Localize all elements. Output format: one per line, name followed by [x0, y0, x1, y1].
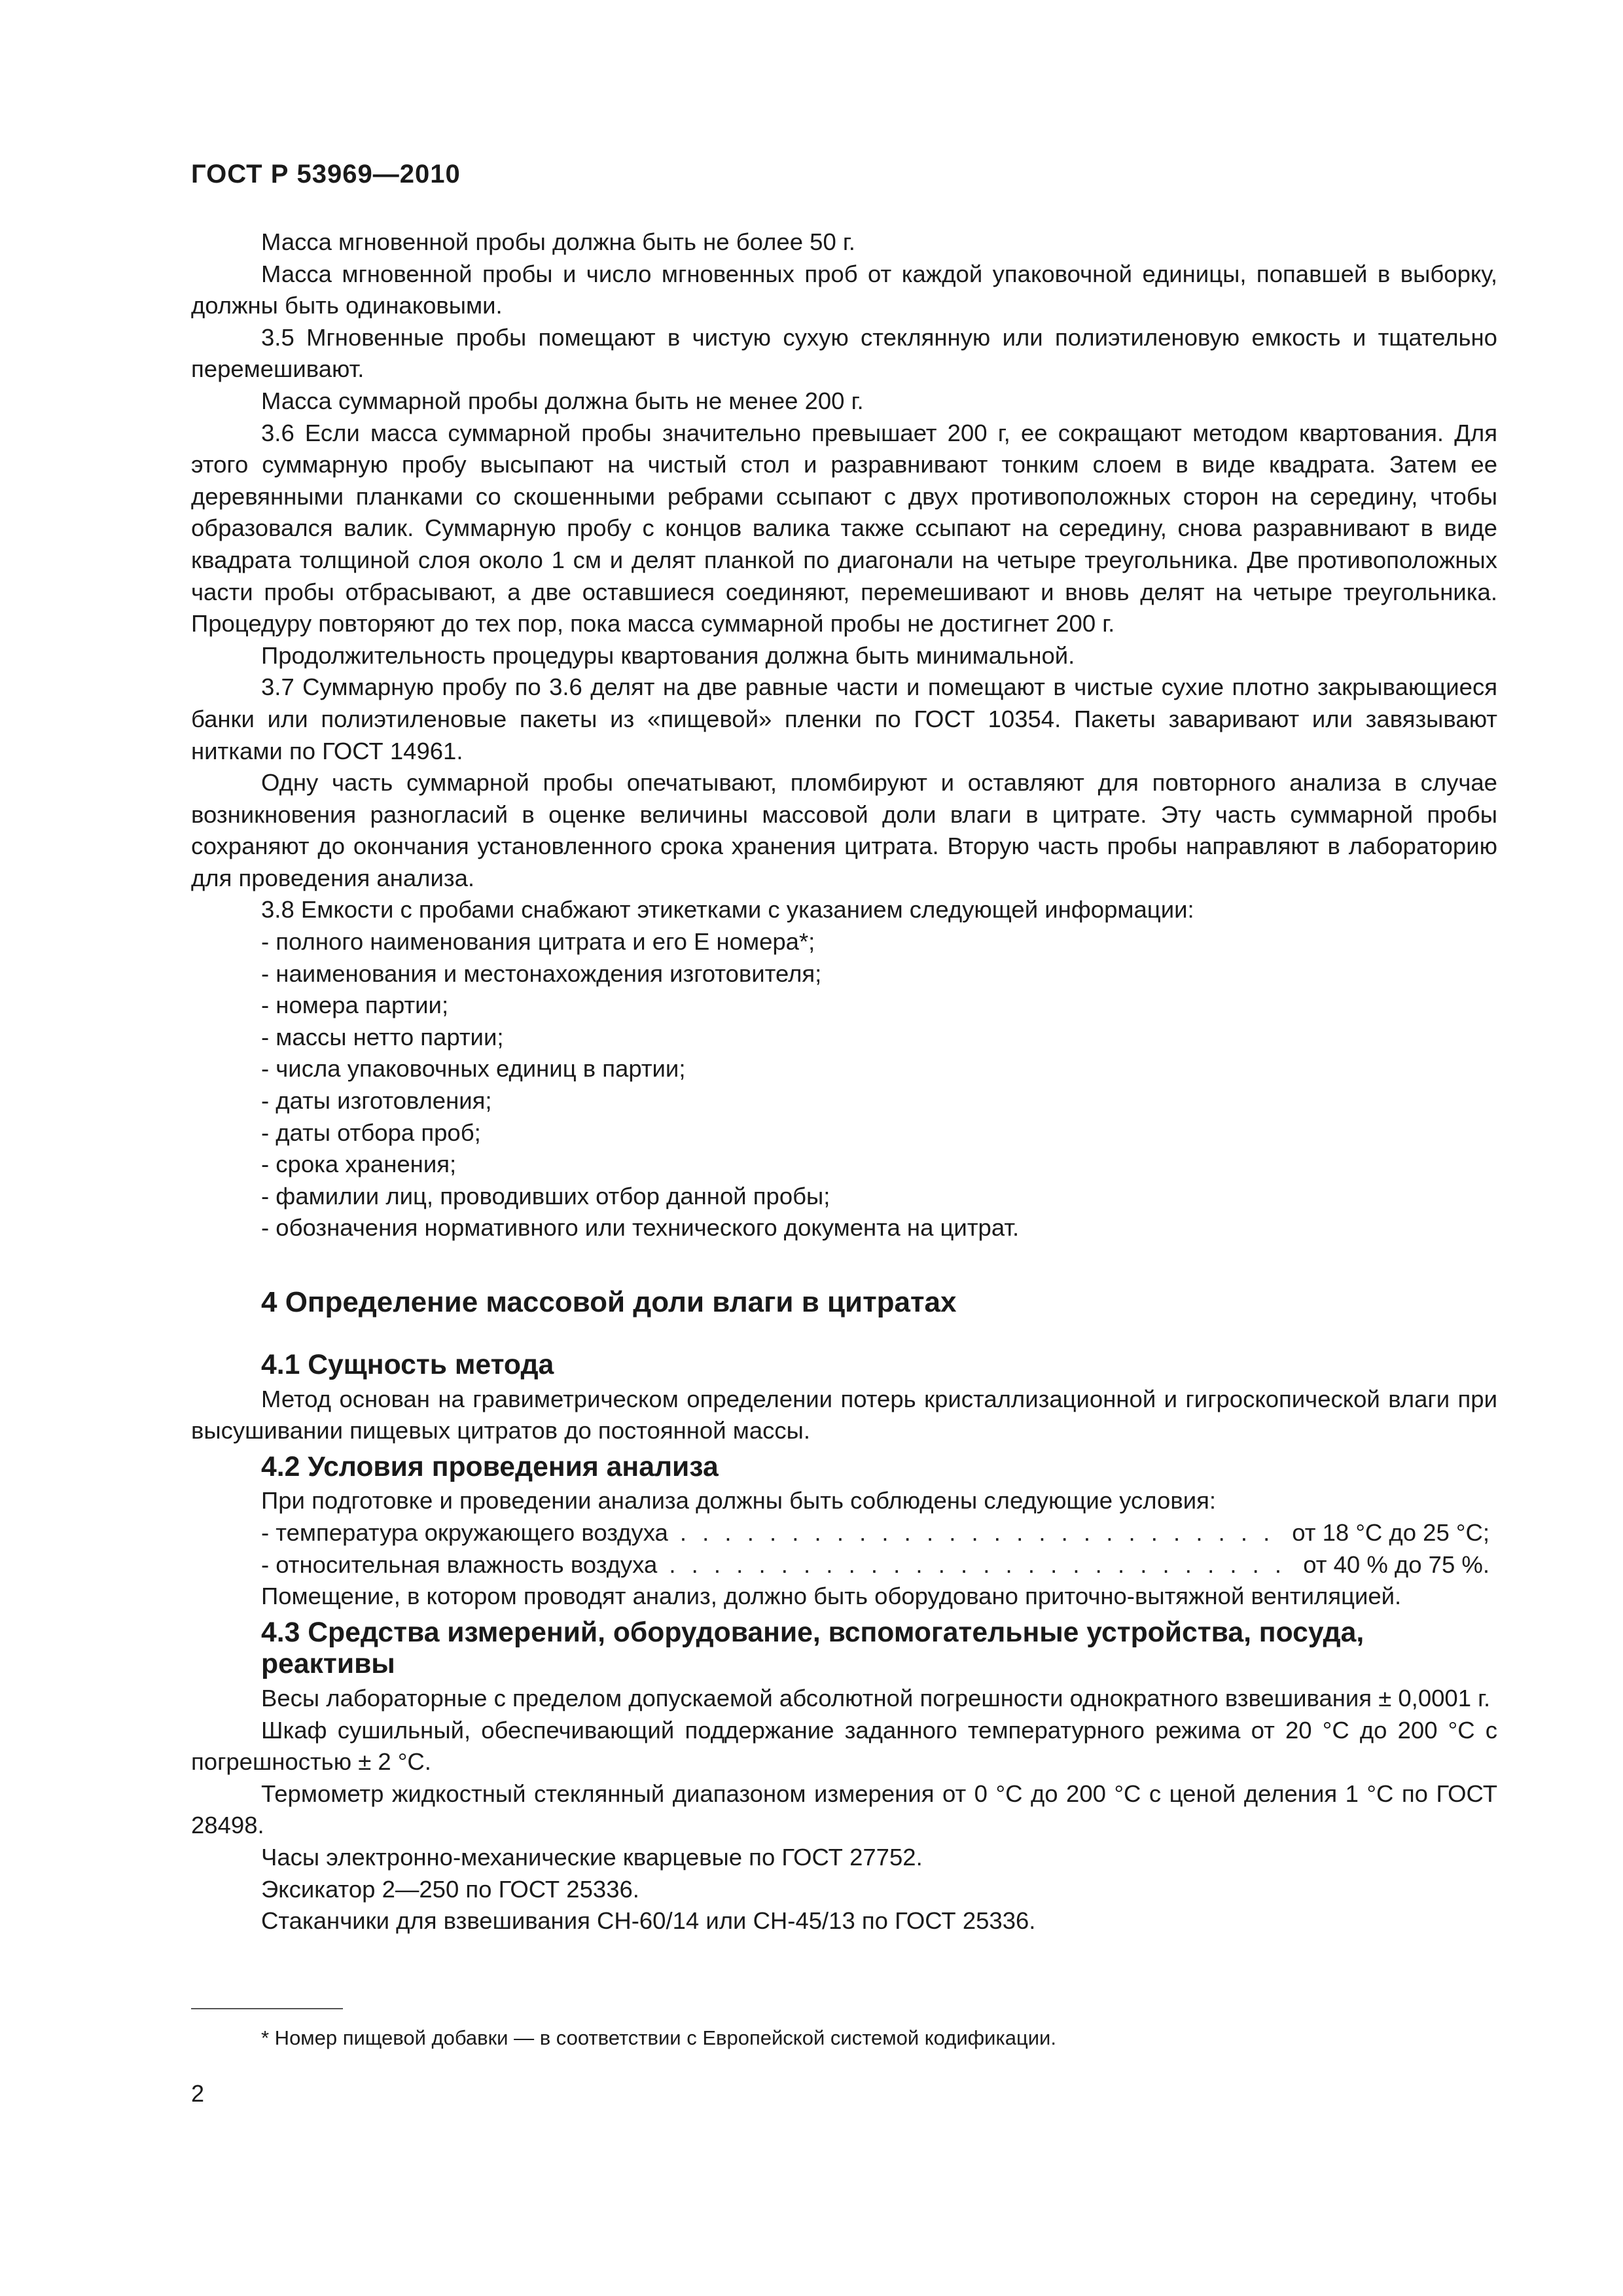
equipment-item: Часы электронно-механические кварцевые по ГОСТ 27752.	[261, 1843, 923, 1871]
list-item: - срока хранения;	[261, 1151, 457, 1178]
condition-value: от 40 % до 75 %.	[1303, 1551, 1489, 1578]
page-body	[191, 226, 1497, 1937]
condition-label: - температура окружающего воздуха	[261, 1518, 668, 1546]
equipment-item: Стаканчики для взвешивания СН-60/14 или СН-45/13 по ГОСТ 25336.	[261, 1907, 1036, 1935]
paragraph: Масса мгновенной пробы должна быть не более 50 г.	[261, 228, 855, 255]
condition-row	[191, 1549, 1497, 1581]
paragraph: Метод основан на гравиметрическом определении потерь кристаллизационной и гигроскопической влаги при высушивании пищевых цитратов до постоянной массы.	[191, 1385, 1497, 1444]
section-4-1-title: 4.1 Сущность метода	[261, 1349, 554, 1380]
list-item: - фамилии лиц, проводивших отбор данной пробы;	[261, 1182, 830, 1210]
footnote-divider	[191, 2008, 343, 2009]
list-item: - номера партии;	[261, 992, 449, 1019]
condition-label: - относительная влажность воздуха	[261, 1551, 658, 1578]
equipment-item: Шкаф сушильный, обеспечивающий поддержание заданного температурного режима от 20 °С до 200 °С с погрешностью ± 2 °С.	[191, 1716, 1497, 1776]
paragraph: Масса суммарной пробы должна быть не менее 200 г.	[261, 387, 864, 414]
equipment-item: Термометр жидкостный стеклянный диапазоном измерения от 0 °С до 200 °С с ценой деления 1 °С по ГОСТ 28498.	[191, 1780, 1497, 1839]
dot-leader	[669, 1549, 1291, 1581]
condition-row	[191, 1517, 1497, 1549]
list-item: - даты отбора проб;	[261, 1119, 481, 1146]
dot-leader	[680, 1517, 1280, 1549]
label-info-list	[191, 926, 1497, 1244]
paragraph: При подготовке и проведении анализа должны быть соблюдены следующие условия:	[261, 1487, 1217, 1515]
paragraph: Одну часть суммарной пробы опечатывают, пломбируют и оставляют для повторного анализа в случае возникновения разногласий в оценке величины массовой доли влаги в цитрате. Эту часть суммарной пробы сохраняют до окончания установленного срока хранения цитрата. Вторую часть пробы направляют в лабораторию для проведения анализа.	[191, 769, 1497, 891]
list-item: - полного наименования цитрата и его Е номера*;	[261, 928, 815, 956]
paragraph: 3.5 Мгновенные пробы помещают в чистую сухую стеклянную или полиэтиленовую емкость и тщательно перемешивают.	[191, 323, 1497, 383]
section-4-3-title: 4.3 Средства измерений, оборудование, вспомогательные устройства, посуда, реактивы	[261, 1616, 1364, 1680]
paragraph: 3.6 Если масса суммарной пробы значительно превышает 200 г, ее сокращают методом квартования. Для этого суммарную пробу высыпают на чистый стол и разравнивают тонким слоем в виде квадрата. Затем ее деревянными планками со скошенными ребрами ссыпают с двух противоположных сторон на середину, чтобы образовался валик. Суммарную пробу с концов валика также ссыпают на середину, снова разравнивают в виде квадрата толщиной слоя около 1 см и делят планкой по диагонали на четыре треугольника. Две противоположных части пробы отбрасывают, а две оставшиеся соединяют, перемешивают и вновь делят на четыре треугольника. Процедуру повторяют до тех пор, пока масса суммарной пробы не достигнет 200 г.	[191, 419, 1497, 637]
equipment-item: Эксикатор 2—250 по ГОСТ 25336.	[261, 1875, 639, 1903]
section-4-title: 4 Определение массовой доли влаги в цитратах	[261, 1286, 957, 1318]
list-item: - массы нетто партии;	[261, 1023, 504, 1050]
page-number: 2	[191, 2080, 205, 2107]
list-item: - наименования и местонахождения изготовителя;	[261, 960, 822, 987]
paragraph: Помещение, в котором проводят анализ, должно быть оборудовано приточно-вытяжной вентиляцией.	[261, 1583, 1402, 1610]
list-item: - обозначения нормативного или технического документа на цитрат.	[261, 1214, 1020, 1242]
paragraph: 3.8 Емкости с пробами снабжают этикетками с указанием следующей информации:	[261, 896, 1194, 924]
paragraph: 3.7 Суммарную пробу по 3.6 делят на две равные части и помещают в чистые сухие плотно закрывающиеся банки или полиэтиленовые пакеты из «пищевой» пленки по ГОСТ 10354. Пакеты заваривают или завязывают нитками по ГОСТ 14961.	[191, 673, 1497, 764]
document-header: ГОСТ Р 53969—2010	[191, 160, 461, 188]
paragraph: Масса мгновенной пробы и число мгновенных проб от каждой упаковочной единицы, попавшей в выборку, должны быть одинаковыми.	[191, 260, 1497, 319]
equipment-item: Весы лабораторные с пределом допускаемой абсолютной погрешности однократного взвешивания ± 0,0001 г.	[261, 1684, 1491, 1712]
condition-value: от 18 °С до 25 °С;	[1292, 1518, 1489, 1546]
section-4-2-title: 4.2 Условия проведения анализа	[261, 1450, 719, 1482]
footnote: * Номер пищевой добавки — в соответствии с Европейской системой кодификации.	[261, 2026, 1056, 2049]
list-item: - даты изготовления;	[261, 1087, 492, 1115]
paragraph: Продолжительность процедуры квартования должна быть минимальной.	[261, 641, 1075, 669]
list-item: - числа упаковочных единиц в партии;	[261, 1055, 686, 1083]
